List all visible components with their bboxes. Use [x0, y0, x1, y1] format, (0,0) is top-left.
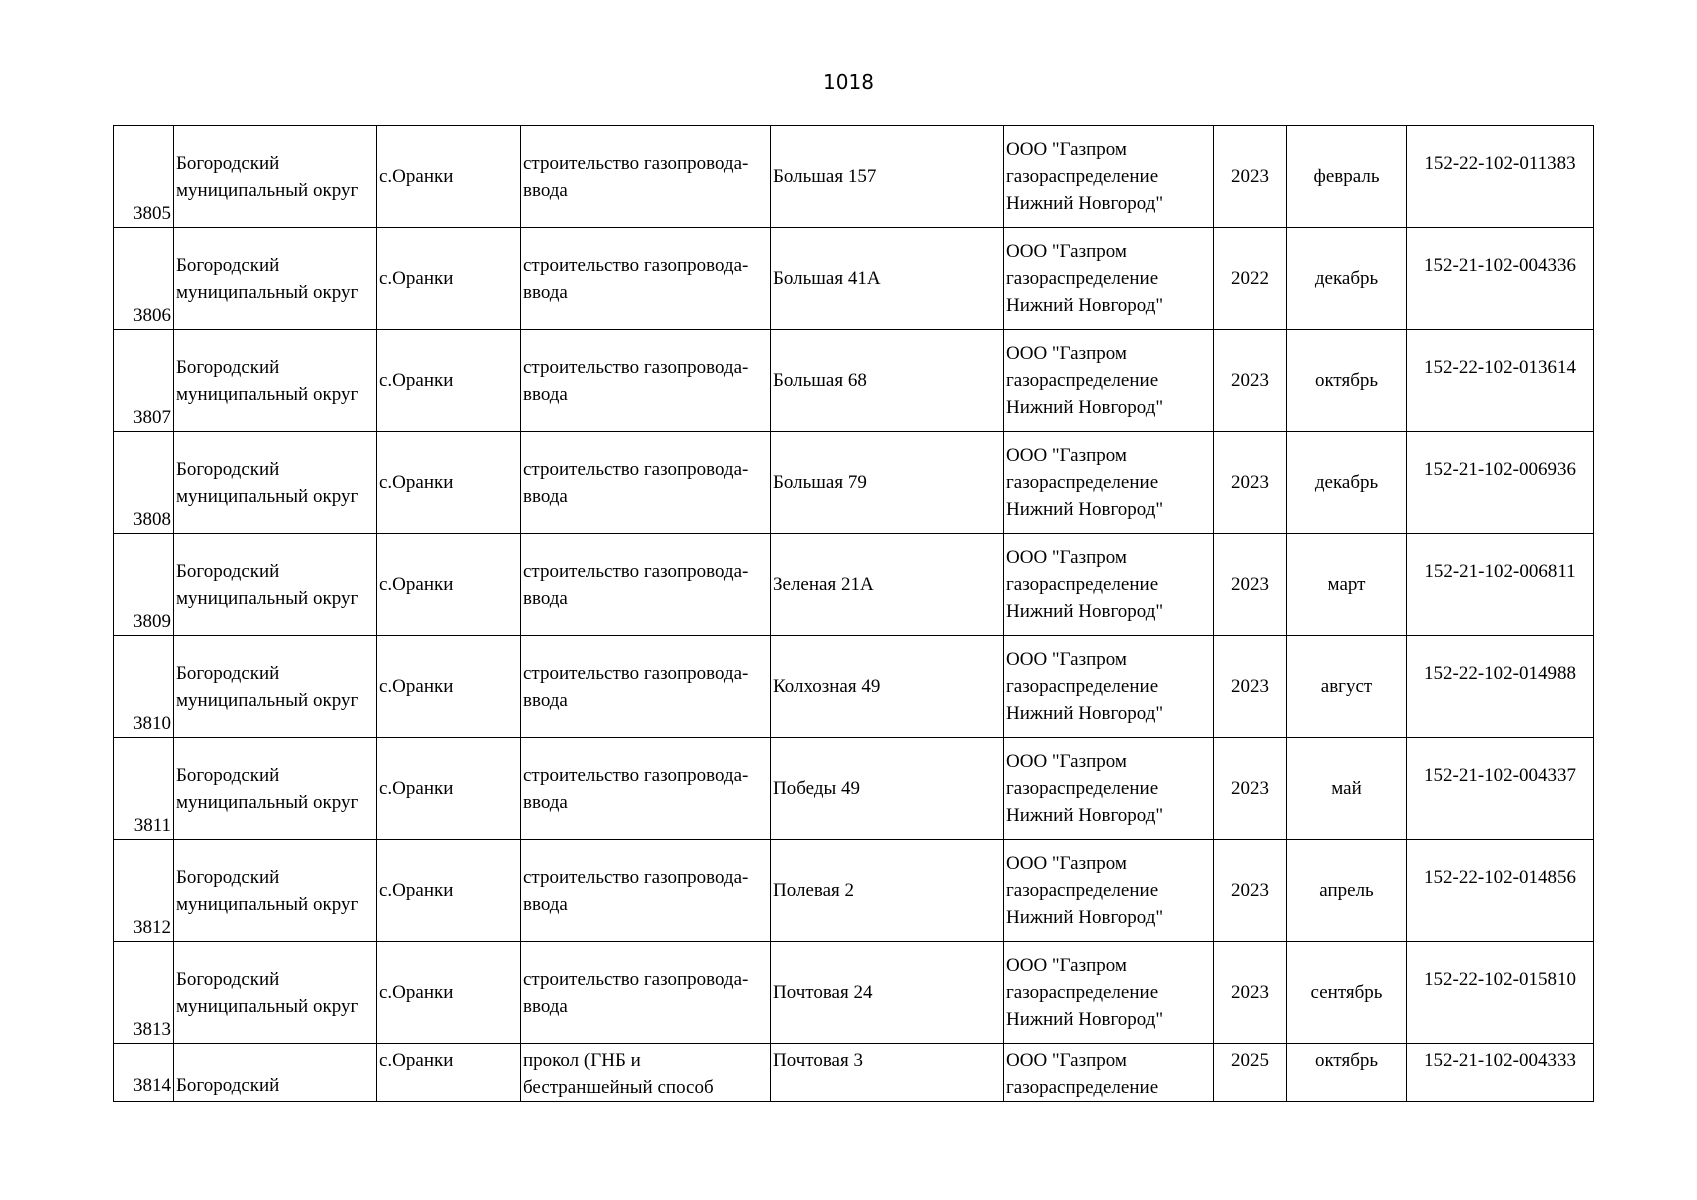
code-cell: 152-21-102-004333 [1407, 1044, 1594, 1102]
page-number: 1018 [823, 70, 874, 94]
district-cell: Богородский муниципальный округ [174, 126, 377, 228]
row-number: 3813 [114, 942, 174, 1044]
month-cell: май [1287, 738, 1407, 840]
month-cell: сентябрь [1287, 942, 1407, 1044]
code-cell: 152-22-102-014856 [1407, 840, 1594, 942]
locality-cell: с.Оранки [377, 942, 521, 1044]
work-type-cell: строительство газопровода-ввода [521, 432, 771, 534]
month-cell: февраль [1287, 126, 1407, 228]
address-cell: Полевая 2 [771, 840, 1004, 942]
organization-cell: ООО "Газпром газораспределение Нижний Новгород" [1004, 228, 1214, 330]
work-type-cell: прокол (ГНБ и бестраншейный способ [521, 1044, 771, 1102]
month-cell: апрель [1287, 840, 1407, 942]
work-type-cell: строительство газопровода-ввода [521, 228, 771, 330]
district-cell: Богородский муниципальный округ [174, 330, 377, 432]
organization-cell: ООО "Газпром газораспределение Нижний Новгород" [1004, 738, 1214, 840]
organization-cell: ООО "Газпром газораспределение Нижний Новгород" [1004, 126, 1214, 228]
code-cell: 152-21-102-006811 [1407, 534, 1594, 636]
year-cell: 2023 [1214, 636, 1287, 738]
organization-cell: ООО "Газпром газораспределение Нижний Новгород" [1004, 840, 1214, 942]
month-cell: август [1287, 636, 1407, 738]
organization-cell: ООО "Газпром газораспределение Нижний Новгород" [1004, 330, 1214, 432]
work-type-cell: строительство газопровода-ввода [521, 534, 771, 636]
month-cell: декабрь [1287, 228, 1407, 330]
month-cell: октябрь [1287, 1044, 1407, 1102]
year-cell: 2023 [1214, 942, 1287, 1044]
address-cell: Зеленая 21А [771, 534, 1004, 636]
month-cell: декабрь [1287, 432, 1407, 534]
table-row [114, 1044, 1594, 1102]
year-cell: 2023 [1214, 534, 1287, 636]
work-type-cell: строительство газопровода-ввода [521, 738, 771, 840]
work-type-cell: строительство газопровода-ввода [521, 942, 771, 1044]
work-type-cell: строительство газопровода-ввода [521, 330, 771, 432]
month-cell: октябрь [1287, 330, 1407, 432]
registry-table [113, 125, 1594, 1102]
district-cell: Богородский муниципальный округ [174, 738, 377, 840]
row-number: 3805 [114, 126, 174, 228]
organization-cell: ООО "Газпром газораспределение Нижний Новгород" [1004, 636, 1214, 738]
locality-cell: с.Оранки [377, 126, 521, 228]
locality-cell: с.Оранки [377, 840, 521, 942]
work-type-cell: строительство газопровода-ввода [521, 636, 771, 738]
row-number: 3810 [114, 636, 174, 738]
row-number: 3808 [114, 432, 174, 534]
district-cell: Богородский [174, 1044, 377, 1102]
row-number: 3814 [114, 1044, 174, 1102]
locality-cell: с.Оранки [377, 330, 521, 432]
year-cell: 2025 [1214, 1044, 1287, 1102]
locality-cell: с.Оранки [377, 738, 521, 840]
year-cell: 2022 [1214, 228, 1287, 330]
table-row [114, 126, 1594, 228]
code-cell: 152-22-102-013614 [1407, 330, 1594, 432]
row-number: 3811 [114, 738, 174, 840]
month-cell: март [1287, 534, 1407, 636]
year-cell: 2023 [1214, 126, 1287, 228]
code-cell: 152-22-102-014988 [1407, 636, 1594, 738]
address-cell: Большая 79 [771, 432, 1004, 534]
address-cell: Почтовая 24 [771, 942, 1004, 1044]
row-number: 3812 [114, 840, 174, 942]
district-cell: Богородский муниципальный округ [174, 942, 377, 1044]
locality-cell: с.Оранки [377, 636, 521, 738]
row-number: 3806 [114, 228, 174, 330]
district-cell: Богородский муниципальный округ [174, 228, 377, 330]
address-cell: Большая 157 [771, 126, 1004, 228]
locality-cell: с.Оранки [377, 432, 521, 534]
locality-cell: с.Оранки [377, 1044, 521, 1102]
table-row [114, 636, 1594, 738]
code-cell: 152-21-102-004336 [1407, 228, 1594, 330]
address-cell: Почтовая 3 [771, 1044, 1004, 1102]
row-number: 3809 [114, 534, 174, 636]
table-row [114, 432, 1594, 534]
work-type-cell: строительство газопровода-ввода [521, 840, 771, 942]
address-cell: Колхозная 49 [771, 636, 1004, 738]
table-row [114, 942, 1594, 1044]
work-type-cell: строительство газопровода-ввода [521, 126, 771, 228]
organization-cell: ООО "Газпром газораспределение Нижний Новгород" [1004, 534, 1214, 636]
table-row [114, 330, 1594, 432]
organization-cell: ООО "Газпром газораспределение Нижний Новгород" [1004, 942, 1214, 1044]
district-cell: Богородский муниципальный округ [174, 432, 377, 534]
table-row [114, 738, 1594, 840]
district-cell: Богородский муниципальный округ [174, 534, 377, 636]
table-row [114, 228, 1594, 330]
code-cell: 152-21-102-004337 [1407, 738, 1594, 840]
year-cell: 2023 [1214, 738, 1287, 840]
table-row [114, 534, 1594, 636]
district-cell: Богородский муниципальный округ [174, 840, 377, 942]
year-cell: 2023 [1214, 840, 1287, 942]
row-number: 3807 [114, 330, 174, 432]
district-cell: Богородский муниципальный округ [174, 636, 377, 738]
locality-cell: с.Оранки [377, 534, 521, 636]
organization-cell: ООО "Газпром газораспределение Нижний Новгород" [1004, 432, 1214, 534]
organization-cell: ООО "Газпром газораспределение [1004, 1044, 1214, 1102]
address-cell: Большая 41А [771, 228, 1004, 330]
year-cell: 2023 [1214, 330, 1287, 432]
address-cell: Победы 49 [771, 738, 1004, 840]
code-cell: 152-22-102-011383 [1407, 126, 1594, 228]
code-cell: 152-22-102-015810 [1407, 942, 1594, 1044]
address-cell: Большая 68 [771, 330, 1004, 432]
code-cell: 152-21-102-006936 [1407, 432, 1594, 534]
table-row [114, 840, 1594, 942]
locality-cell: с.Оранки [377, 228, 521, 330]
year-cell: 2023 [1214, 432, 1287, 534]
